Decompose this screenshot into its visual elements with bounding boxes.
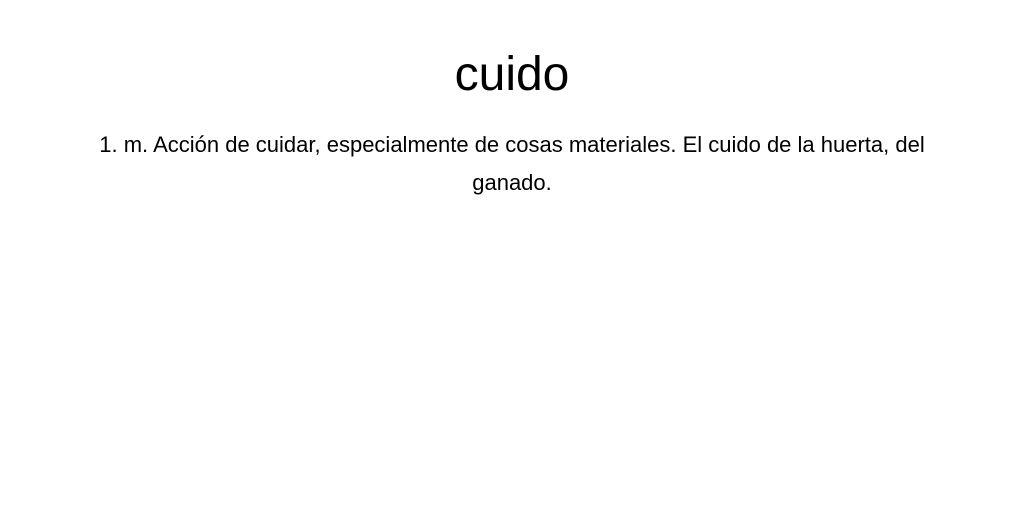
definition-text: 1. m. Acción de cuidar, especialmente de cosas materiales. El cuido de la huerta, del ganado. [99,132,925,195]
headword-title: cuido [454,48,570,101]
